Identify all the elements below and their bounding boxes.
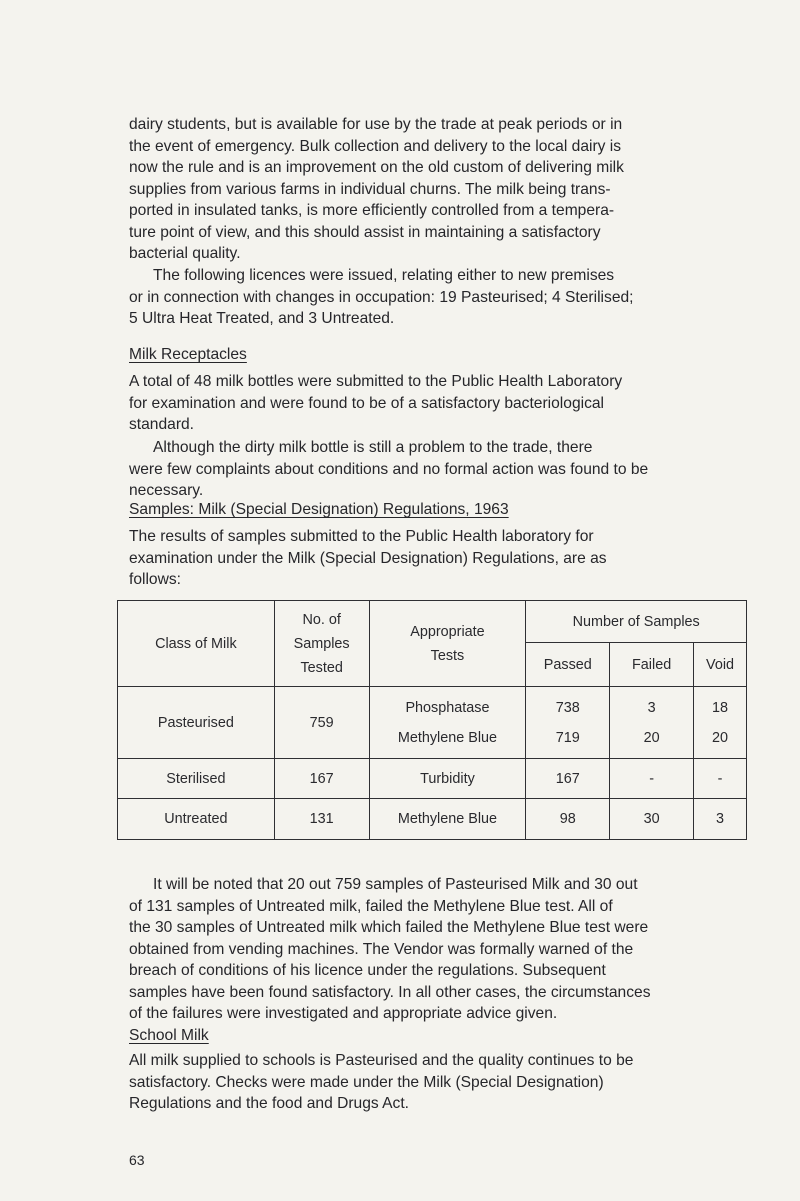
samples-paragraph (129, 526, 759, 591)
text-line: A total of 48 milk bottles were submitted to the Public Health Laboratory (129, 373, 623, 390)
header-text-line: Samples (293, 635, 350, 652)
text-line: samples have been found satisfactory. In all other cases, the circumstances (129, 983, 651, 1001)
intro-paragraph (129, 114, 759, 265)
text-line: bacterial quality. (129, 245, 241, 262)
licences-paragraph (129, 265, 759, 330)
page-number: 63 (129, 1152, 145, 1168)
cell-failed: - (610, 759, 694, 799)
text-line: supplies from various farms in individual churns. The milk being trans- (129, 180, 611, 198)
text-line: satisfactory. Checks were made under the Milk (Special Designation) (129, 1073, 604, 1091)
school-paragraph (129, 1050, 759, 1115)
text-line: the 30 samples of Untreated milk which failed the Methylene Blue test were (129, 919, 649, 936)
header-text-line: Tests (430, 647, 465, 664)
cell-tested: 759 (274, 687, 369, 759)
text-line: It will be noted that 20 out 759 samples of Pasteurised Milk and 30 out (153, 876, 638, 893)
cell-value-line: 719 (555, 729, 580, 746)
text-line: All milk supplied to schools is Pasteurised and the quality continues to be (129, 1052, 634, 1069)
cell-passed: 98 (526, 799, 610, 840)
cell-void: 3 (694, 799, 747, 840)
heading-samples-regulations: Samples: Milk (Special Designation) Regulations, 1963 (129, 501, 509, 518)
cell-class: Untreated (118, 799, 275, 840)
text-line: or in connection with changes in occupation: 19 Pasteurised; 4 Sterilised; (129, 288, 634, 306)
cell-tests: Turbidity (369, 759, 526, 799)
cell-void (694, 687, 747, 759)
text-line: now the rule and is an improvement on the old custom of delivering milk (129, 159, 624, 176)
cell-test-line: Methylene Blue (397, 729, 498, 746)
text-line: Regulations and the food and Drugs Act. (129, 1095, 410, 1112)
text-line: standard. (129, 416, 195, 433)
header-text-line: Tested (300, 659, 343, 676)
text-line: for examination and were found to be of a satisfactory bacteriological (129, 394, 605, 412)
cell-value-line: 20 (712, 729, 729, 746)
table-row (118, 687, 747, 759)
cell-failed (610, 687, 694, 759)
text-line: The following licences were issued, relating either to new premises (153, 267, 615, 284)
heading-school-milk: School Milk (129, 1027, 209, 1044)
cell-tested: 167 (274, 759, 369, 799)
text-line: the event of emergency. Bulk collection and delivery to the local dairy is (129, 137, 622, 155)
text-line: Although the dirty milk bottle is still a problem to the trade, there (153, 439, 593, 456)
header-number-of-samples: Number of Samples (526, 601, 747, 643)
table-header-row (118, 601, 747, 643)
receptacles-paragraph-1 (129, 371, 759, 436)
header-void: Void (694, 643, 747, 687)
text-line: examination under the Milk (Special Designation) Regulations, are as (129, 549, 607, 567)
header-text-line: Appropriate (410, 623, 485, 640)
text-line: ported in insulated tanks, is more efficiently controlled from a tempera- (129, 202, 615, 219)
header-samples-tested (274, 601, 369, 687)
text-line: of the failures were investigated and appropriate advice given. (129, 1005, 558, 1022)
cell-value-line: 738 (555, 699, 580, 716)
cell-tests: Methylene Blue (369, 799, 526, 840)
cell-class: Sterilised (118, 759, 275, 799)
cell-value-line: 18 (712, 699, 729, 716)
cell-test-line: Phosphatase (405, 699, 490, 716)
text-line: The results of samples submitted to the Public Health laboratory for (129, 528, 594, 545)
table-row (118, 799, 747, 840)
cell-tested: 131 (274, 799, 369, 840)
cell-tests (369, 687, 526, 759)
heading-milk-receptacles: Milk Receptacles (129, 346, 247, 363)
cell-value-line: 3 (647, 699, 656, 716)
text-line: obtained from vending machines. The Vendor was formally warned of the (129, 940, 634, 958)
table-row (118, 759, 747, 799)
receptacles-paragraph-2 (129, 437, 759, 502)
header-appropriate-tests (369, 601, 526, 687)
text-line: follows: (129, 571, 181, 588)
text-line: ture point of view, and this should assist in maintaining a satisfactory (129, 223, 601, 241)
samples-table (117, 600, 747, 840)
cell-void: - (694, 759, 747, 799)
cell-failed: 30 (610, 799, 694, 840)
text-line: 5 Ultra Heat Treated, and 3 Untreated. (129, 310, 395, 327)
header-text-line: No. of (302, 611, 341, 628)
text-line: were few complaints about conditions and no formal action was found to be (129, 460, 649, 478)
text-line: of 131 samples of Untreated milk, failed the Methylene Blue test. All of (129, 897, 613, 915)
cell-class: Pasteurised (118, 687, 275, 759)
text-line: necessary. (129, 482, 204, 499)
text-line: dairy students, but is available for use by the trade at peak periods or in (129, 116, 623, 133)
header-class-of-milk: Class of Milk (118, 601, 275, 687)
header-passed: Passed (526, 643, 610, 687)
cell-passed: 167 (526, 759, 610, 799)
cell-passed (526, 687, 610, 759)
text-line: breach of conditions of his licence under the regulations. Subsequent (129, 962, 606, 979)
cell-value-line: 20 (643, 729, 660, 746)
header-failed: Failed (610, 643, 694, 687)
results-paragraph (129, 874, 759, 1025)
